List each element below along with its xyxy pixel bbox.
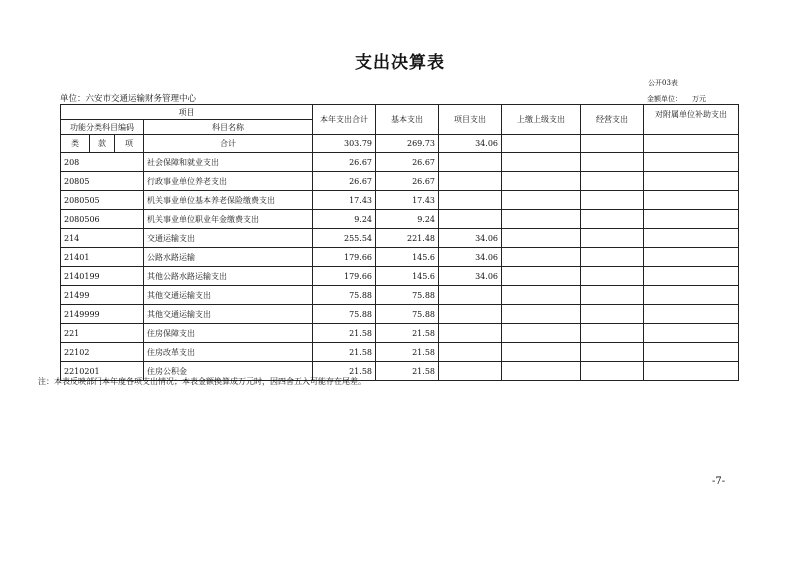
table-row	[61, 248, 739, 267]
row-upper	[502, 172, 581, 191]
totals-business-amount	[581, 135, 644, 153]
row-upper	[502, 286, 581, 305]
row-subject-name: 行政事业单位养老支出	[144, 172, 313, 191]
row-subsidy	[644, 362, 739, 381]
row-business	[581, 229, 644, 248]
row-code: 2210201	[61, 362, 144, 381]
row-subject-name: 交通运输支出	[144, 229, 313, 248]
table-row	[61, 305, 739, 324]
table-row	[61, 343, 739, 362]
row-subsidy	[644, 267, 739, 286]
row-upper	[502, 153, 581, 172]
row-total: 26.67	[313, 153, 376, 172]
totals-subsidy-amount	[644, 135, 739, 153]
table-row	[61, 153, 739, 172]
row-code: 221	[61, 324, 144, 343]
table-row	[61, 267, 739, 286]
row-total: 21.58	[313, 324, 376, 343]
row-subsidy	[644, 324, 739, 343]
row-upper	[502, 191, 581, 210]
row-basic: 221.48	[376, 229, 439, 248]
row-project	[439, 305, 502, 324]
row-code: 2080505	[61, 191, 144, 210]
header-business: 经营支出	[581, 105, 644, 135]
header-upper: 上缴上级支出	[502, 105, 581, 135]
row-code: 21499	[61, 286, 144, 305]
row-subject-name: 住房保障支出	[144, 324, 313, 343]
row-subject-name: 公路水路运输	[144, 248, 313, 267]
row-subject-name: 其他公路水路运输支出	[144, 267, 313, 286]
table-row	[61, 286, 739, 305]
row-subject-name: 机关事业单位职业年金缴费支出	[144, 210, 313, 229]
table-row	[61, 229, 739, 248]
row-subsidy	[644, 210, 739, 229]
header-func-code: 功能分类科目编码	[61, 120, 144, 135]
row-project	[439, 172, 502, 191]
row-business	[581, 343, 644, 362]
row-basic: 145.6	[376, 248, 439, 267]
totals-upper-amount	[502, 135, 581, 153]
row-upper	[502, 324, 581, 343]
row-business	[581, 210, 644, 229]
page-number: -7-	[712, 476, 726, 487]
row-code: 214	[61, 229, 144, 248]
row-code: 2149999	[61, 305, 144, 324]
unit-label: 单位：六安市交通运输财务管理中心	[60, 94, 197, 104]
row-business	[581, 248, 644, 267]
row-business	[581, 305, 644, 324]
row-code: 2080506	[61, 210, 144, 229]
header-row-3	[61, 135, 739, 153]
row-project	[439, 324, 502, 343]
row-upper	[502, 267, 581, 286]
row-project: 34.06	[439, 267, 502, 286]
row-subsidy	[644, 248, 739, 267]
header-item: 项目	[61, 105, 313, 120]
header-lei: 类	[61, 135, 90, 153]
row-total: 9.24	[313, 210, 376, 229]
document-title: 支出决算表	[355, 53, 445, 73]
row-business	[581, 153, 644, 172]
row-basic: 9.24	[376, 210, 439, 229]
header-basic: 基本支出	[376, 105, 439, 135]
row-upper	[502, 343, 581, 362]
row-code: 2140199	[61, 267, 144, 286]
row-basic: 21.58	[376, 324, 439, 343]
header-project: 项目支出	[439, 105, 502, 135]
row-subject-name: 其他交通运输支出	[144, 305, 313, 324]
row-project: 34.06	[439, 229, 502, 248]
form-number: 公开03表	[648, 79, 678, 87]
row-subject-name: 住房公积金	[144, 362, 313, 381]
row-subject-name: 机关事业单位基本养老保险缴费支出	[144, 191, 313, 210]
expenditure-table	[60, 104, 739, 381]
row-total: 75.88	[313, 305, 376, 324]
row-upper	[502, 229, 581, 248]
row-basic: 21.58	[376, 362, 439, 381]
header-total: 本年支出合计	[313, 105, 376, 135]
row-subsidy	[644, 153, 739, 172]
row-code: 21401	[61, 248, 144, 267]
row-subject-name: 社会保障和就业支出	[144, 153, 313, 172]
header-xiang: 项	[115, 135, 144, 153]
table-row	[61, 172, 739, 191]
header-subsidy: 对附属单位补助支出	[644, 105, 739, 135]
row-basic: 75.88	[376, 305, 439, 324]
row-subsidy	[644, 286, 739, 305]
row-subsidy	[644, 343, 739, 362]
row-project	[439, 191, 502, 210]
row-total: 179.66	[313, 267, 376, 286]
amount-unit	[647, 94, 706, 104]
header-subject-name: 科目名称	[144, 120, 313, 135]
row-upper	[502, 210, 581, 229]
row-total: 255.54	[313, 229, 376, 248]
row-total: 26.67	[313, 172, 376, 191]
amount-unit-label: 金额单位：	[647, 95, 682, 103]
row-business	[581, 267, 644, 286]
row-total: 21.58	[313, 362, 376, 381]
row-project	[439, 210, 502, 229]
row-business	[581, 362, 644, 381]
row-project	[439, 362, 502, 381]
row-basic: 26.67	[376, 153, 439, 172]
row-project	[439, 343, 502, 362]
row-code: 22102	[61, 343, 144, 362]
row-business	[581, 172, 644, 191]
row-code: 208	[61, 153, 144, 172]
row-business	[581, 191, 644, 210]
totals-project-amount: 34.06	[439, 135, 502, 153]
totals-total-amount: 303.79	[313, 135, 376, 153]
row-upper	[502, 248, 581, 267]
row-project: 34.06	[439, 248, 502, 267]
row-total: 179.66	[313, 248, 376, 267]
row-basic: 21.58	[376, 343, 439, 362]
row-business	[581, 286, 644, 305]
totals-basic-amount: 269.73	[376, 135, 439, 153]
row-project	[439, 153, 502, 172]
table-row	[61, 191, 739, 210]
header-row-1	[61, 105, 739, 120]
row-business	[581, 324, 644, 343]
amount-unit-value: 万元	[692, 95, 706, 103]
row-total: 17.43	[313, 191, 376, 210]
row-project	[439, 286, 502, 305]
row-upper	[502, 362, 581, 381]
row-basic: 26.67	[376, 172, 439, 191]
row-subsidy	[644, 305, 739, 324]
header-kuan: 款	[90, 135, 115, 153]
row-subsidy	[644, 172, 739, 191]
table-row	[61, 324, 739, 343]
row-subsidy	[644, 191, 739, 210]
row-total: 75.88	[313, 286, 376, 305]
footnote: 注：本表反映部门本年度各项支出情况；本表金额换算成万元时，因四舍五入可能存在尾差。	[38, 377, 366, 386]
row-subject-name: 其他交通运输支出	[144, 286, 313, 305]
row-basic: 145.6	[376, 267, 439, 286]
table-row	[61, 210, 739, 229]
row-upper	[502, 305, 581, 324]
row-subsidy	[644, 229, 739, 248]
row-basic: 17.43	[376, 191, 439, 210]
header-total-label: 合计	[144, 135, 313, 153]
row-total: 21.58	[313, 343, 376, 362]
row-basic: 75.88	[376, 286, 439, 305]
row-code: 20805	[61, 172, 144, 191]
row-subject-name: 住房改革支出	[144, 343, 313, 362]
